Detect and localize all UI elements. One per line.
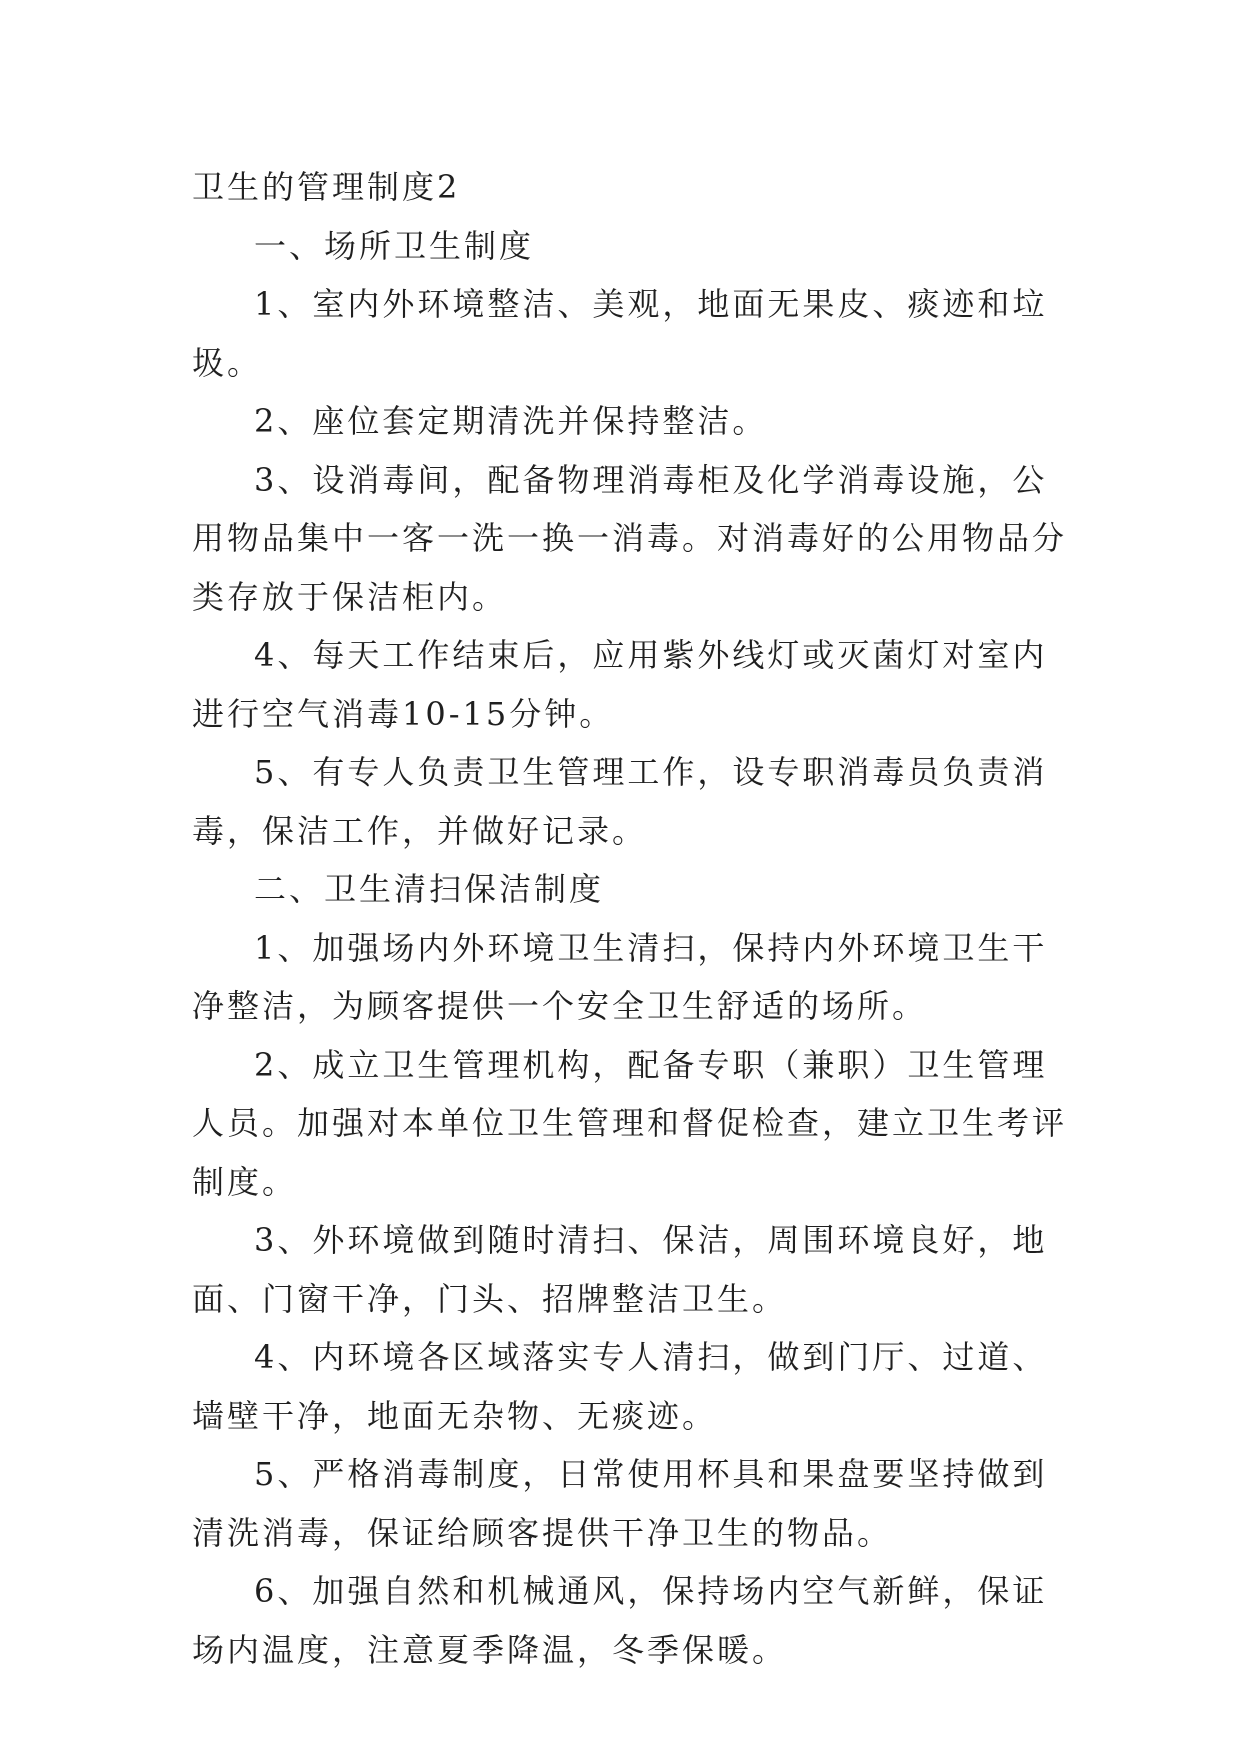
- section-heading-1: 一、场所卫生制度: [254, 226, 535, 265]
- paragraph: 6、加强自然和机械通风，保持场内空气新鲜，保证场内温度，注意夏季降温，冬季保暖。: [192, 1572, 1048, 1669]
- paragraph: 4、内环境各区域落实专人清扫，做到门厅、过道、墙壁干净，地面无杂物、无痰迹。: [192, 1338, 1048, 1435]
- paragraph: 4、每天工作结束后，应用紫外线灯或灭菌灯对室内进行空气消毒10-15分钟。: [192, 636, 1048, 733]
- paragraph: 1、加强场内外环境卫生清扫，保持内外环境卫生干净整洁，为顾客提供一个安全卫生舒适的场所。: [192, 928, 1048, 1025]
- document-title: 卫生的管理制度2: [192, 168, 461, 206]
- paragraph: 1、室内外环境整洁、美观，地面无果皮、痰迹和垃圾。: [192, 285, 1048, 382]
- section-heading-2: 二、卫生清扫保洁制度: [254, 870, 605, 908]
- paragraph: 2、座位套定期清洗并保持整洁。: [254, 402, 768, 440]
- document-body: [192, 158, 1072, 1679]
- paragraph: 5、有专人负责卫生管理工作，设专职消毒员负责消毒，保洁工作，并做好记录。: [192, 753, 1048, 850]
- paragraph: 5、严格消毒制度，日常使用杯具和果盘要坚持做到清洗消毒，保证给顾客提供干净卫生的物品。: [192, 1455, 1048, 1552]
- paragraph: 3、外环境做到随时清扫、保洁，周围环境良好，地面、门窗干净，门头、招牌整洁卫生。: [192, 1221, 1048, 1318]
- paragraph: 3、设消毒间，配备物理消毒柜及化学消毒设施，公用物品集中一客一洗一换一消毒。对消毒好的公用物品分类存放于保洁柜内。: [192, 460, 1068, 616]
- paragraph: 2、成立卫生管理机构，配备专职（兼职）卫生管理人员。加强对本单位卫生管理和督促检查，建立卫生考评制度。: [192, 1045, 1068, 1201]
